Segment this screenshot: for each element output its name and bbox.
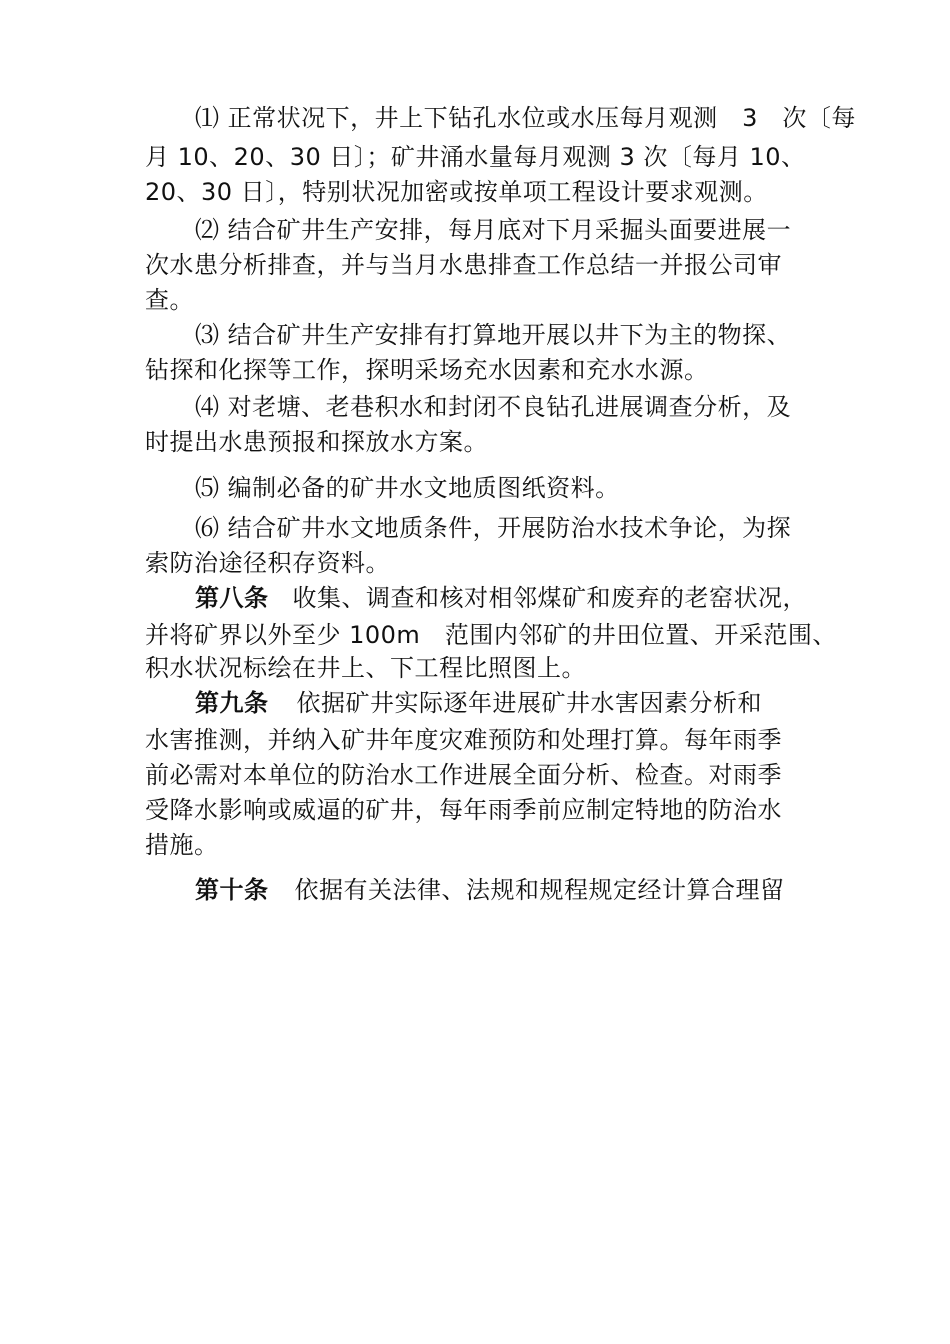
article-8-text: 收集、调查和核对相邻煤矿和废弃的老窑状况， bbox=[292, 584, 807, 612]
item-2-line-2: 次水患分析排查，并与当月水患排查工作总结一并报公司审 bbox=[145, 251, 782, 279]
article-10-first-line bbox=[195, 873, 785, 907]
item-1-line-1: ⑴ 正常状况下，井上下钻孔水位或水压每月观测 3 次〔每 bbox=[195, 104, 856, 132]
article-8-line-2: 并将矿界以外至少 100m 范围内邻矿的井田位置、开采范围、 bbox=[145, 621, 837, 649]
article-8-heading: 第八条 bbox=[195, 584, 269, 612]
item-4-line-2: 时提出水患预报和探放水方案。 bbox=[145, 428, 488, 456]
article-8-first-line bbox=[195, 581, 807, 615]
item-2-line-3: 查。 bbox=[145, 286, 194, 314]
article-9-text: 依据矿井实际逐年进展矿井水害因素分析和 bbox=[296, 689, 762, 717]
article-9-line-3: 前必需对本单位的防治水工作进展全面分析、检查。对雨季 bbox=[145, 761, 782, 789]
item-3-line-2: 钻探和化探等工作，探明采场充水因素和充水水源。 bbox=[145, 356, 709, 384]
item-5-line-1: ⑸ 编制必备的矿井水文地质图纸资料。 bbox=[195, 474, 620, 502]
item-6-line-1: ⑹ 结合矿井水文地质条件，开展防治水技术争论，为探 bbox=[195, 514, 792, 542]
item-3-line-1: ⑶ 结合矿井生产安排有打算地开展以井下为主的物探、 bbox=[195, 321, 792, 349]
article-9-heading: 第九条 bbox=[195, 689, 269, 717]
item-2-line-1: ⑵ 结合矿井生产安排，每月底对下月采掘头面要进展一 bbox=[195, 216, 792, 244]
item-4-line-1: ⑷ 对老塘、老巷积水和封闭不良钻孔进展调查分析，及 bbox=[195, 393, 792, 421]
article-8-line-3: 积水状况标绘在井上、下工程比照图上。 bbox=[145, 654, 586, 682]
item-1-line-3: 20、30 日〕，特别状况加密或按单项工程设计要求观测。 bbox=[145, 178, 768, 206]
article-10-heading: 第十条 bbox=[195, 876, 269, 904]
item-1-line-2: 月 10、20、30 日〕；矿井涌水量每月观测 3 次〔每月 10、 bbox=[145, 143, 806, 171]
item-6-line-2: 索防治途径积存资料。 bbox=[145, 549, 390, 577]
article-9-line-2: 水害推测，并纳入矿井年度灾难预防和处理打算。每年雨季 bbox=[145, 726, 782, 754]
article-9-first-line bbox=[195, 686, 762, 720]
article-9-line-4: 受降水影响或威逼的矿井，每年雨季前应制定特地的防治水 bbox=[145, 796, 782, 824]
article-10-text: 依据有关法律、法规和规程规定经计算合理留 bbox=[294, 876, 785, 904]
article-9-line-5: 措施。 bbox=[145, 831, 219, 859]
